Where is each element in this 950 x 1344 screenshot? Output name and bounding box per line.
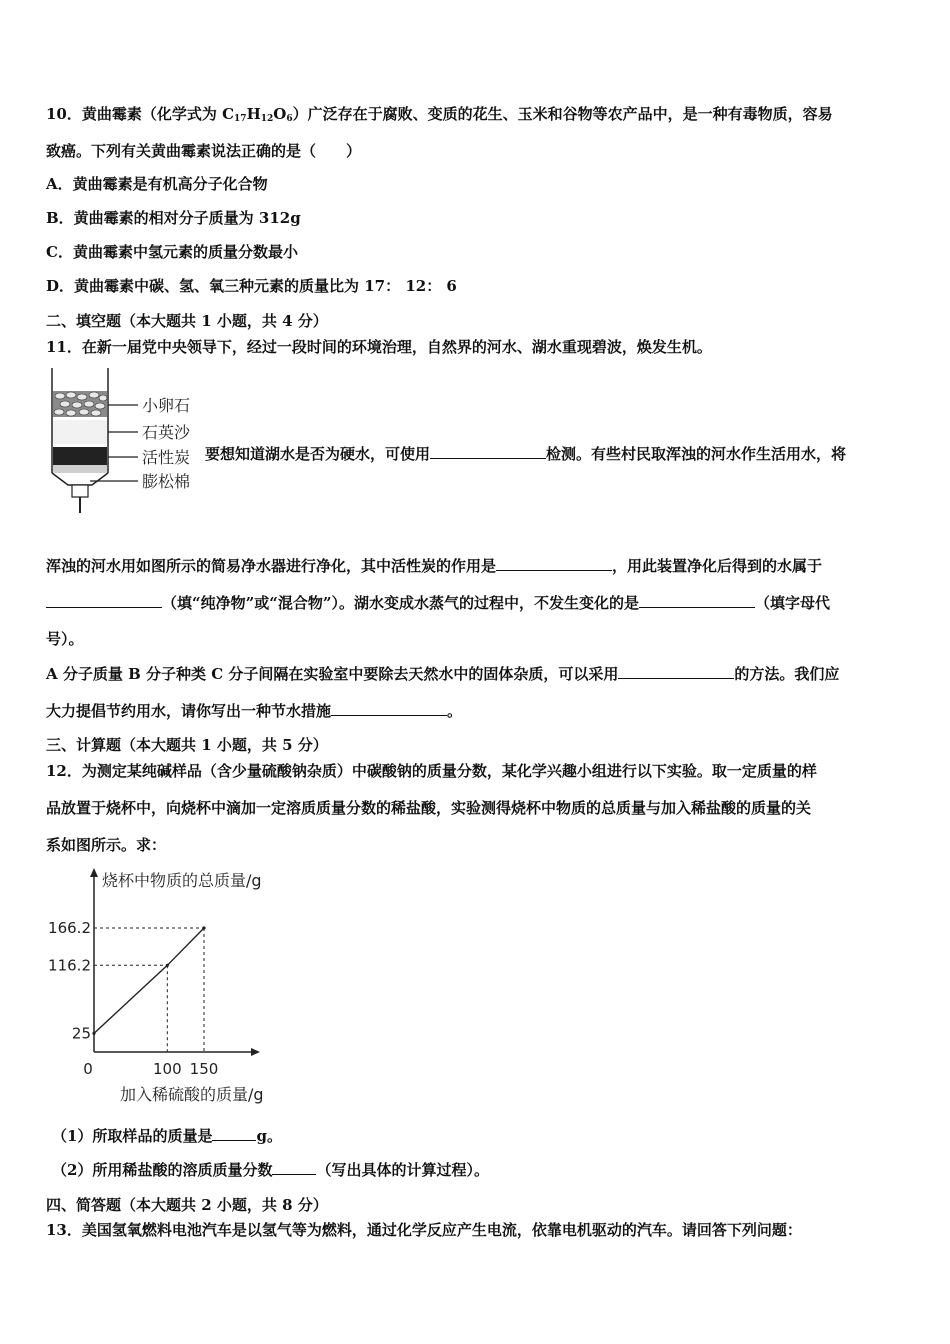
q12-sub1: （1）所取样品的质量是 g。 [52, 1127, 282, 1145]
y-tick-label-2: 166.2 [48, 919, 91, 937]
activated-carbon-layer [53, 447, 107, 465]
q12-stem-line1: 12．为测定某纯碱样品（含少量硫酸钠杂质）中碳酸钠的质量分数，某化学兴趣小组进行以下实验。取一定质量的样 [46, 762, 817, 780]
blank-carbon-function[interactable] [496, 556, 612, 571]
filter-funnel [52, 473, 108, 485]
q11-stem-line3: 浑浊的河水用如图所示的简易净水器进行净化，其中活性炭的作用是 ，用此装置净化后得到的水属于 [46, 557, 823, 575]
mass-chart [44, 862, 294, 1112]
blank-remove-solids-method[interactable] [618, 664, 734, 679]
x-axis-label: 加入稀硫酸的质量/g [120, 1085, 264, 1104]
q12-stem-line2: 品放置于烧杯中，向烧杯中滴加一定溶质质量分数的稀盐酸，实验测得烧杯中物质的总质量与加入稀盐酸的质量的关 [46, 799, 812, 817]
q10-option-c[interactable]: C．黄曲霉素中氢元素的质量分数最小 [46, 243, 298, 261]
label-pebbles: 小卵石 [142, 396, 191, 415]
blank-unchanged-property[interactable] [639, 593, 755, 608]
series-line [94, 928, 204, 1033]
y-tick-label-1: 116.2 [48, 956, 91, 975]
q13-stem-line1: 13．美国氢氧燃料电池汽车是以氢气等为燃料，通过化学反应产生电流，依靠电机驱动的汽车。请回答下列问题： [46, 1221, 802, 1239]
y-axis-arrow [90, 868, 98, 877]
q11-stem-line5: 号）。 [46, 630, 84, 648]
label-activated-carbon: 活性炭 [142, 448, 191, 467]
x-tick-label-2: 150 [189, 1060, 219, 1078]
blank-acid-fraction[interactable] [272, 1160, 316, 1175]
x-axis-arrow [251, 1048, 260, 1056]
q12-stem-line3: 系如图所示。求： [46, 836, 167, 854]
label-cotton: 膨松棉 [142, 472, 191, 491]
section-4-title: 四、简答题（本大题共 2 小题，共 8 分） [46, 1196, 328, 1214]
water-filter-diagram [40, 365, 210, 515]
y-tick-label-0: 25 [71, 1024, 91, 1043]
q11-stem-line4: （填“纯净物”或“混合物”）。湖水变成水蒸气的过程中，不发生变化的是 （填字母代 [46, 592, 830, 613]
q11-stem-line1: 11．在新一届党中央领导下，经过一段时间的环境治理，自然界的河水、湖水重现碧波，焕发生机。 [46, 338, 712, 356]
q10-option-b[interactable]: B．黄曲霉素的相对分子质量为 312g [46, 209, 301, 227]
section-3-title: 三、计算题（本大题共 1 小题，共 5 分） [46, 736, 328, 754]
blank-water-type[interactable] [46, 593, 162, 608]
q12-sub2: （2）所用稀盐酸的溶质质量分数 （写出具体的计算过程）。 [52, 1161, 489, 1179]
data-point-0 [92, 1032, 95, 1035]
q10-stem-line2: 致癌。下列有关黄曲霉素说法正确的是（ ） [46, 142, 362, 160]
data-point-2 [202, 926, 205, 929]
blank-water-saving[interactable] [331, 701, 447, 716]
y-axis-label: 烧杯中物质的总质量/g [102, 871, 262, 890]
section-2-title: 二、填空题（本大题共 1 小题，共 4 分） [46, 312, 328, 330]
q10-stem-line1: 10．黄曲霉素（化学式为 $C_{17}H_{12}O_6$）广泛存在于腐败、变质的花生、玉米和谷物等农产品中，是一种有毒物质，容易 [46, 105, 833, 124]
q11-stem-line2: 要想知道湖水是否为硬水，可使用 检测。有些村民取浑浊的河水作生活用水，将 [205, 445, 847, 463]
data-point-1 [166, 964, 169, 967]
q10-option-d[interactable]: D．黄曲霉素中碳、氢、氧三种元素的质量比为 17： 12： 6 [46, 277, 457, 295]
x-tick-label-0: 0 [83, 1060, 93, 1078]
label-quartz-sand: 石英沙 [142, 423, 191, 442]
x-tick-label-1: 100 [153, 1060, 182, 1078]
q11-stem-line7: 大力提倡节约用水，请你写出一种节水措施 。 [46, 702, 463, 720]
q11-stem-line6: A 分子质量 B 分子种类 C 分子间隔在实验室中要除去天然水中的固体杂质，可以采用 的方法。我们应 [46, 665, 840, 683]
cotton-layer [53, 465, 107, 473]
filter-outlet [72, 485, 88, 497]
blank-hard-water-test[interactable] [430, 444, 546, 459]
quartz-sand-layer [53, 420, 107, 444]
pebble-stones [54, 392, 107, 416]
q10-option-a[interactable]: A．黄曲霉素是有机高分子化合物 [46, 175, 268, 193]
blank-sample-mass[interactable] [212, 1126, 256, 1141]
